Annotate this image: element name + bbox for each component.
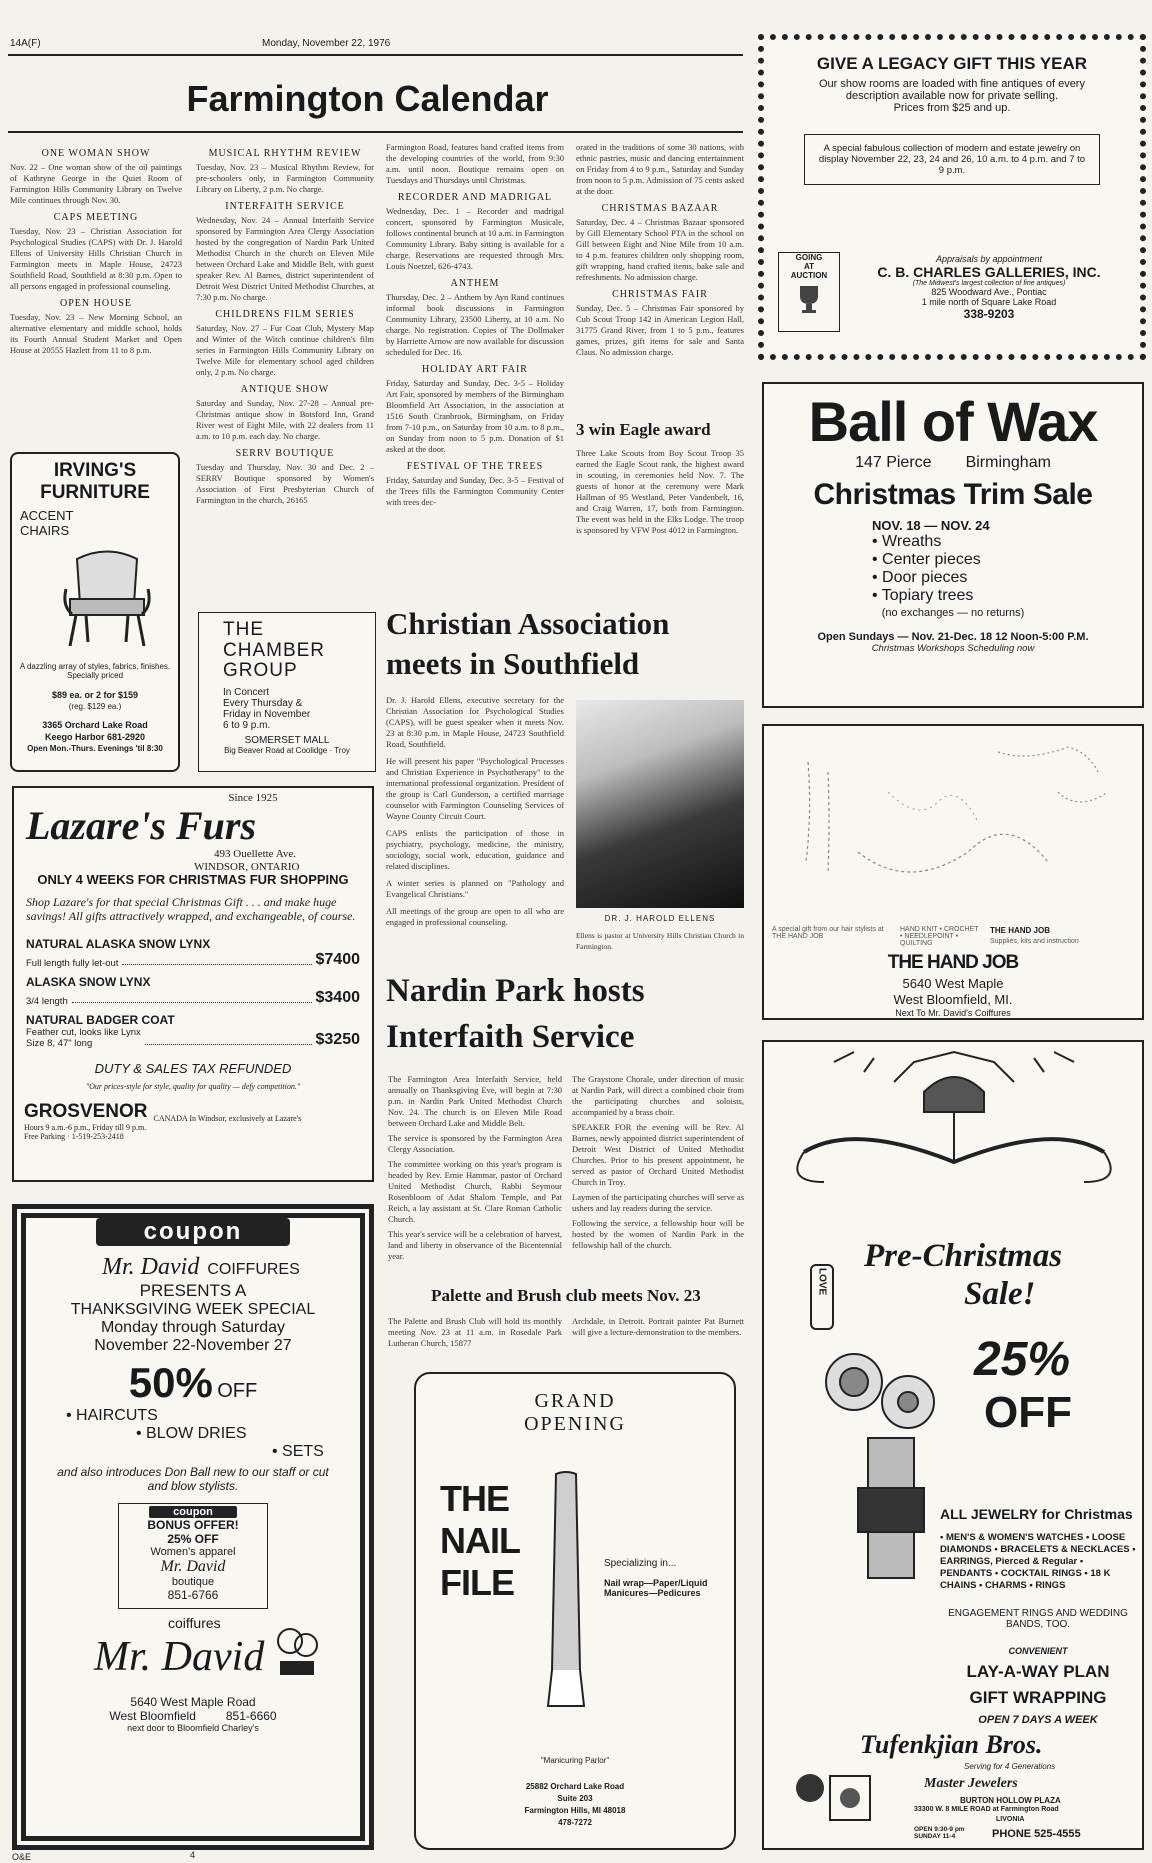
chamber-text3: Friday in November: [223, 709, 311, 720]
irving-title: IRVING'S: [53, 460, 137, 481]
chamber-title3: GROUP: [223, 660, 298, 681]
tufenk-addr: 33300 W. 8 MILE ROAD at Farmington Road: [914, 1806, 1059, 1813]
coupon-days: Monday through Saturday: [100, 1319, 286, 1336]
calendar-rule: [8, 131, 743, 133]
chamber-text: In Concert: [223, 687, 270, 698]
wax-item: • Door pieces: [872, 569, 968, 586]
chair-icon: [52, 544, 162, 654]
grand-phone: 478-7272: [558, 1818, 592, 1827]
tufenk-hours: OPEN 9:30-9 pm SUNDAY 11-4: [914, 1826, 965, 1840]
lazare-logo: Lazare's Furs: [26, 803, 257, 848]
ellens-caption-sub: Ellens is pastor at University Hills Christian Church in Farmington.: [576, 931, 744, 951]
coupon-coif2: coiffures: [168, 1615, 221, 1631]
mrdavid-logo-large: Mr. David: [94, 1634, 265, 1680]
handjob-right-text: Supplies, kits and instruction: [990, 938, 1079, 945]
irving-sub2: CHAIRS: [20, 523, 70, 538]
cal-item: MUSICAL RHYTHM REVIEW Tuesday, Nov. 23 – Musical Rhythm Review, for pre-schoolers only, in Farmington Community Library on Liberty, 2 p.m. No charge.: [196, 148, 374, 194]
grosvenor-note: CANADA In Windsor, exclusively at Lazare's: [153, 1114, 302, 1123]
wax-addr2: Birmingham: [965, 454, 1051, 471]
tufenk-title1: Pre-Christmas: [864, 1238, 1063, 1274]
irving-sub: ACCENT: [20, 508, 74, 523]
tufenk-conv: CONVENIENT: [1008, 1646, 1068, 1656]
chamber-text2: Every Thursday &: [223, 698, 303, 709]
legacy-title: GIVE A LEGACY GIFT THIS YEAR: [816, 54, 1088, 73]
chamber-ad: [198, 612, 376, 772]
tufenk-open: OPEN 7 DAYS A WEEK: [978, 1714, 1098, 1726]
handjob-ad: [762, 724, 1144, 1020]
coupon-dates: November 22-November 27: [94, 1337, 292, 1354]
calendar-title: Farmington Calendar: [186, 78, 549, 119]
eagle-text: Three Lake Scouts from Boy Scout Troop 35 earned the Eagle Scout rank, the highest award in scouting, in ceremonies held Nov. 7. The guests of honor at the ceremony were Mark Hallman of 95 Westland, Peter Vandenbelt, 16, and Craig Warren, 17, both from Farmington. The event was held in the Elks Lodge. The troop is sponsored by VFW Post 4012 in Farmington.: [576, 448, 744, 535]
cal-item: CHRISTMAS BAZAAR Saturday, Dec. 4 – Christmas Bazaar sponsored by Gill Elementary School PTA in the school on Gill between Eight and Nine Mile from 10 a.m. to 4 p.m. features children only shopping room, gift wrapping, hand crafted items, bake sale and refreshments. No admission charge.: [576, 203, 744, 282]
wax-note: (no exchanges — no returns): [881, 607, 1025, 619]
irving-desc: A dazzling array of styles, fabrics, finishes. Specially priced: [19, 662, 171, 680]
grand-spec: Specializing in...: [604, 1558, 677, 1569]
handjob-mid: HAND KNIT • CROCHET • NEEDLEPOINT • QUILTING: [900, 926, 979, 947]
handjob-right-head: THE HAND JOB: [990, 926, 1051, 935]
cal-item: INTERFAITH SERVICE Wednesday, Nov. 24 – Annual Interfaith Service sponsored by Farmington Area Clergy Association hosted by the congregation of Nardin Park United Methodist Church in the church on Eleven Mile between Orchard Lake and Middle Belt, with guest speaker Rev. Al Barnes, district superintendent of Detroit West District United Methodist Churches, at 7:30 p.m. No charge.: [196, 201, 374, 302]
tufenk-master: Master Jewelers: [924, 1776, 1018, 1791]
coupon-next: next door to Bloomfield Charley's: [127, 1723, 259, 1733]
coupon-svc1: • HAIRCUTS: [66, 1407, 158, 1424]
grand-city: Farmington Hills, MI 48018: [524, 1806, 626, 1815]
auction-badge: GOING AT AUCTION: [778, 252, 840, 332]
legacy-p1: Our show rooms are loaded with fine antiques of every description available now for private selling.: [819, 78, 1085, 102]
lazare-addr2: WINDSOR, ONTARIO: [194, 861, 300, 873]
tufenk-city: LIVONIA: [996, 1816, 1025, 1823]
palette-text-1: The Palette and Brush Club will hold its monthly meeting Nov. 23 at 11 a.m. in Rosedale Park Lutheran Church, 15877: [388, 1316, 562, 1348]
nardin-col-1: The Farmington Area Interfaith Service, held annually on Thanksgiving Eve, will begin at 7:30 p.m. in Nardin Park United Methodist Church Nov. 24. The church is on Eleven Mile Road between Orchard Lake and Middle Belt. The service is sponsored by the Farmington Area Clergy Association. The committee working on this year's program is headed by Rev. Ernie Hammar, pastor of Orchard United Methodist Church, Rabbi Seymour Rosenbloom of Adat Shalom Temple, and Pat Reich, a lay assistant at St. Clare Roman Catholic Church. This year's service will be a celebration of harvest, land and liberty in observance of the Bicentennial year.: [388, 1074, 562, 1261]
irving-reg: (reg. $129 ea.): [68, 702, 122, 711]
cal-item: ONE WOMAN SHOW Nov. 22 – One woman show of the oil paintings of Kathryne George in the Quiet Room of Farmington Hills Community Library on Twelve Mile continues through Nov. 30.: [10, 148, 182, 205]
coupon-off: OFF: [217, 1380, 258, 1402]
tufenk-gift: GIFT WRAPPING: [969, 1688, 1107, 1707]
chamber-venue: SOMERSET MALL: [244, 735, 330, 746]
irving-city: Keego Harbor 681-2920: [44, 732, 146, 742]
nardin-headline: Nardin Park hosts Interfaith Service: [386, 973, 645, 1055]
coupon-intro: and also introduces Don Ball new to our staff or cut and blow stylists.: [57, 1465, 329, 1493]
calendar-col-4: [576, 142, 744, 358]
fur-item: ALASKA SNOW LYNX 3/4 length $3400: [26, 975, 360, 1007]
irving-price: $89 ea. or 2 for $159: [51, 690, 139, 700]
lazare-tag: "Our prices-style for style, quality for quality — defy competition.": [85, 1082, 301, 1091]
nailfile-logo: THE NAIL FILE: [440, 1478, 520, 1603]
cal-item: CHILDRENS FILM SERIES Saturday, Nov. 27 – Fur Coat Club, Mystery Map and Winter of the Witch continue children's film series in Farmington Hills Community Library on Twelve Mile for elementary school aged children only, 2 p.m. No charge.: [196, 309, 374, 377]
wax-title: Ball of Wax: [808, 390, 1098, 453]
wax-item: • Topiary trees: [872, 587, 974, 604]
wax-open: Open Sundays — Nov. 21-Dec. 18 12 Noon-5:00 P.M.: [817, 631, 1089, 643]
grand-tag: "Manicuring Parlor": [540, 1756, 610, 1765]
wax-sale: Christmas Trim Sale: [813, 478, 1093, 511]
cal-item: CHRISTMAS FAIR Sunday, Dec. 5 – Christmas Fair sponsored by Cub Scout Troop 142 in American Legion Hall, 31775 Grand River, from 1 to 5 p.m., features games, prizes, gift items for sale and Santa Claus. No admission charge.: [576, 289, 744, 357]
handjob-left: A special gift from our hair stylists at THE HAND JOB: [772, 926, 884, 940]
coupon-svc2: • BLOW DRIES: [136, 1425, 247, 1442]
grand-services: Nail wrap—Paper/Liquid Manicures—Pedicures: [604, 1578, 708, 1598]
handjob-city: West Bloomfield, MI.: [893, 992, 1013, 1007]
nardin-col-2: The Graystone Chorale, under direction of music at Nardin Park, will direct a combined choir from the participating churches and soloists, accompanied by a brass choir. SPEAKER FOR the evening will be Rev. Al Barnes, newly appointed district superintendent of Detroit West District of United Methodist Churches. Prior to his present appointment, he served as pastor of Orchard United Methodist Church in Troy. Laymen of the participating churches will serve as ushers and lay readers during the service. Following the service, a fellowship hour will be hosted by the women of Nardin Park in the fellowship hall of the church.: [572, 1074, 744, 1250]
eagle-article: [576, 420, 744, 590]
trophy-icon: [792, 282, 826, 316]
irving-ad: [10, 452, 180, 772]
chamber-title2: CHAMBER: [223, 640, 326, 661]
legacy-name: C. B. CHARLES GALLERIES, INC.: [877, 264, 1101, 280]
store-logo-icon: [790, 1768, 880, 1828]
love-pendant: LOVE: [810, 1264, 834, 1330]
tufenk-lines: • MEN'S & WOMEN'S WATCHES • LOOSE DIAMONDS • BRACELETS & NECKLACES • EARRINGS, Pierced & Regular • PENDANTS • COCKTAIL RINGS • 18 K CHAINS • CHARMS • RINGS: [940, 1532, 1136, 1591]
coupon-coif: COIFFURES: [207, 1261, 300, 1278]
header-rule: [8, 54, 743, 56]
tufenk-title2: Sale!: [964, 1276, 1036, 1312]
coupon-phone: 851-6660: [225, 1709, 277, 1723]
tufenk-brand: Tufenkjian Bros.: [860, 1730, 1043, 1759]
ballofwax-ad: [762, 382, 1144, 708]
legacy-addr: 825 Woodward Ave., Pontiac: [931, 287, 1047, 297]
tufenk-pct: 25%: [974, 1333, 1071, 1386]
handjob-next: Next To Mr. David's Coiffures: [895, 1008, 1011, 1018]
legacy-jewelry-box: A special fabulous collection of modern and estate jewelry on display November 22, 23, 24 and 26, 10 a.m. to 4 p.m. and 7 to 9 p.m.: [804, 134, 1100, 185]
cal-item: RECORDER AND MADRIGAL Wednesday, Dec. 1 – Recorder and madrigal concert, sponsored by Farmington Musicale, follows continental brunch at 10 a.m. in Farmington Community Library. Baby sitting is available for a charge. Reservations are requested through Mrs. Louis Noetzel, 626-4743.: [386, 192, 564, 271]
page-number: 14A(F): [10, 38, 41, 49]
fur-item: NATURAL ALASKA SNOW LYNX Full length fully let-out $7400: [26, 937, 360, 969]
footer-mark: 4: [190, 1850, 196, 1860]
grand-line1: GRAND: [534, 1390, 616, 1412]
nail-file-icon: [536, 1470, 596, 1710]
ellens-caption: DR. J. HAROLD ELLENS: [604, 914, 716, 923]
fur-item: NATURAL BADGER COAT Feather cut, looks like Lynx Size 8, 47" long $3250: [26, 1013, 360, 1049]
watch-rings-icon: [808, 1342, 958, 1582]
coupon-city: West Bloomfield: [109, 1709, 196, 1723]
chamber-addr: Big Beaver Road at Coolidge · Troy: [224, 746, 350, 755]
wax-item: • Wreaths: [872, 533, 942, 550]
tufenk-lay: LAY-A-WAY PLAN: [966, 1662, 1110, 1681]
page-date: Monday, November 22, 1976: [262, 38, 391, 49]
coupon-addr: 5640 West Maple Road: [130, 1695, 256, 1709]
lazare-hours: Hours 9 a.m.-6 p.m., Friday till 9 p.m.: [24, 1123, 147, 1132]
irving-addr: 3365 Orchard Lake Road: [42, 720, 148, 730]
lazare-headline: ONLY 4 WEEKS FOR CHRISTMAS FUR SHOPPING: [37, 872, 349, 887]
grand-addr: 25882 Orchard Lake Road: [525, 1782, 625, 1791]
footer-left: O&E: [12, 1852, 32, 1862]
chamber-text4: 6 to 9 p.m.: [223, 720, 271, 731]
cal-item: HOLIDAY ART FAIR Friday, Saturday and Sunday, Dec. 3-5 – Holiday Art Fair, sponsored by members of the Birmingham Bloomfield Art Association, in the association at 1516 South Cranbrook, Birmingham, on Friday from 7-10 p.m., on Saturday from 10 a.m. to 8 p.m., on Sunday from noon to 5 p.m. Donation of $1 asked at the door.: [386, 364, 564, 454]
legacy-phone: 338-9203: [963, 307, 1015, 321]
tufenk-off: OFF: [984, 1388, 1072, 1437]
legacy-dir: 1 mile north of Square Lake Road: [921, 297, 1057, 307]
cal-item: CAPS MEETING Tuesday, Nov. 23 – Christian Association for Psychological Studies (CAPS) with Dr. J. Harold Ellens of University Hills Christian Church in Farmington meets in Maple House, 24723 Southfield Road, Southfield at 8:30 p.m. Open to all persons engaged in professional counseling.: [10, 212, 182, 291]
legacy-p2: Prices from $25 and up.: [893, 102, 1011, 114]
lazare-intro: Shop Lazare's for that special Christmas Gift . . . and make huge savings! All gifts attractively wrapped, and exchangeable, of course.: [26, 895, 356, 923]
cal-item: ANTHEM Thursday, Dec. 2 – Anthem by Ayn Rand continues informal book discussions in Farmington Community Library, 23500 Liberty, at 10 a.m. No charge. No registration. Copies of The Dollmaker by Harriette Arnow are now available for discussion scheduled for Dec. 16.: [386, 278, 564, 357]
lazare-parking: Free Parking · 1-519-253-2418: [24, 1132, 124, 1141]
christian-body: Dr. J. Harold Ellens, executive secretary for the Christian Association for Psychological Studies (CAPS), will be guest speaker when it meets Nov. 23 at 8:30 p.m. in Maple House, 24723 Southfield Road, Southfield. He will present his paper "Psychological Processes and Christian Experience in Psychotherapy" to the international professional organization. President of the group is Carl Gunderson, a certified marriage counselor with Farmington Counseling Services of Wayne County Circuit Court. CAPS enlists the participation of those in psychiatry, psychology, medicine, the ministry, sociology, social work, education, guidance and related disciplines. A winter series is planned on "Pathology and Evangelical Christians." All meetings of the group are open to all who are engaged in professional counseling.: [386, 695, 564, 927]
legacy-appt: Appraisals by appointment: [935, 254, 1043, 264]
palette-headline: Palette and Brush club meets Nov. 23: [431, 1286, 701, 1305]
eagle-headline: 3 win Eagle award: [576, 420, 711, 439]
legacy-ad: [758, 34, 1146, 360]
calendar-col-3: [386, 142, 564, 508]
calendar-col-1: [10, 142, 182, 356]
handjob-addr: 5640 West Maple: [902, 976, 1004, 991]
wax-workshops: Christmas Workshops Scheduling now: [871, 643, 1035, 654]
irving-hours: Open Mon.-Thurs. Evenings 'til 8:30: [27, 744, 163, 753]
lazare-addr1: 493 Ouellette Ave.: [214, 848, 296, 860]
irving-title2: FURNITURE: [40, 482, 150, 503]
cal-item: FESTIVAL OF THE TREES Friday, Saturday and Sunday, Dec. 3-5 – Festival of the Trees fills the Farmington Community Center with trees dec-: [386, 461, 564, 507]
cal-item: OPEN HOUSE Tuesday, Nov. 23 – New Morning School, an alternative elementary and middle school, holds its Fourth Annual Student Market and Open House at 20555 Hazlett from 11 to 8 p.m.: [10, 298, 182, 355]
palette-text-2: Archdale, in Detroit. Portrait painter Pat Burnett will give a lecture-demonstration to the members.: [572, 1316, 744, 1337]
ellens-photo: [576, 700, 744, 908]
lazare-ad: [12, 786, 374, 1182]
faces-icon: [272, 1619, 322, 1679]
coupon-banner: coupon: [96, 1218, 290, 1246]
chamber-title: THE: [223, 619, 264, 640]
tufenk-all: ALL JEWELRY for Christmas: [940, 1506, 1133, 1522]
tufenk-phone: PHONE 525-4555: [992, 1828, 1081, 1840]
legacy-tag: (The Midwest's largest collection of fine antiques): [912, 280, 1066, 287]
cal-item: orated in the traditions of some 30 nations, with ethnic pastries, music and dancing entertainment on Friday from 4 to 9 p.m., Saturday and Sunday from noon to 5 p.m. Admission of 75 cents asked at the door.: [576, 142, 744, 196]
nailfile-ad: [414, 1372, 736, 1850]
lazare-duty: DUTY & SALES TAX REFUNDED: [94, 1061, 292, 1076]
wax-addr1: 147 Pierce: [855, 454, 932, 471]
tufenk-serving: Serving for 4 Generations: [964, 1762, 1056, 1771]
mrdavid-logo: Mr. David: [102, 1254, 200, 1280]
tufenk-plaza: BURTON HOLLOW PLAZA: [960, 1796, 1061, 1805]
tufenk-rings: ENGAGEMENT RINGS AND WEDDING BANDS, TOO.: [948, 1608, 1128, 1630]
grand-line2: OPENING: [524, 1413, 626, 1435]
wax-dates: NOV. 18 — NOV. 24: [872, 518, 990, 533]
grosvenor-logo: GROSVENOR: [24, 1101, 148, 1122]
handjob-logo: THE HAND JOB: [887, 952, 1019, 973]
coupon-special: THANKSGIVING WEEK SPECIAL: [70, 1301, 316, 1318]
wax-item: • Center pieces: [872, 551, 981, 568]
coupon-svc3: • SETS: [272, 1443, 324, 1460]
coupon-presents: PRESENTS A: [139, 1281, 247, 1300]
bonus-box: coupon BONUS OFFER! 25% OFF Women's apparel Mr. David boutique 851-6766: [118, 1503, 268, 1609]
grand-suite: Suite 203: [557, 1794, 593, 1803]
tufenkjian-ad: [762, 1040, 1144, 1850]
calendar-col-2: [196, 142, 374, 506]
coupon-ad: [12, 1204, 374, 1850]
cal-item: SERRV BOUTIQUE Tuesday and Thursday, Nov. 30 and Dec. 2 – SERRV Boutique sponsored by Women's Association of First Presbyterian Church of Farmington in the church, 26165: [196, 448, 374, 505]
lazare-since: Since 1925: [228, 792, 278, 804]
cal-item: ANTIQUE SHOW Saturday and Sunday, Nov. 27-28 – Annual pre-Christmas antique show in Botsford Inn, Grand River west of Eight Mile, with 22 dealers from 11 a.m. to 10 p.m. each day. No charge.: [196, 384, 374, 441]
christian-headline: Christian Association meets in Southfield: [386, 606, 670, 681]
coupon-pct: 50%: [128, 1359, 213, 1406]
hand-sketch-icon: [768, 732, 1138, 932]
cal-item: Farmington Road, features hand crafted items from the developing countries of the world, from 9:30 a.m. until noon. Boutique remains open on Tuesdays and Thursdays until Christmas.: [386, 142, 564, 185]
